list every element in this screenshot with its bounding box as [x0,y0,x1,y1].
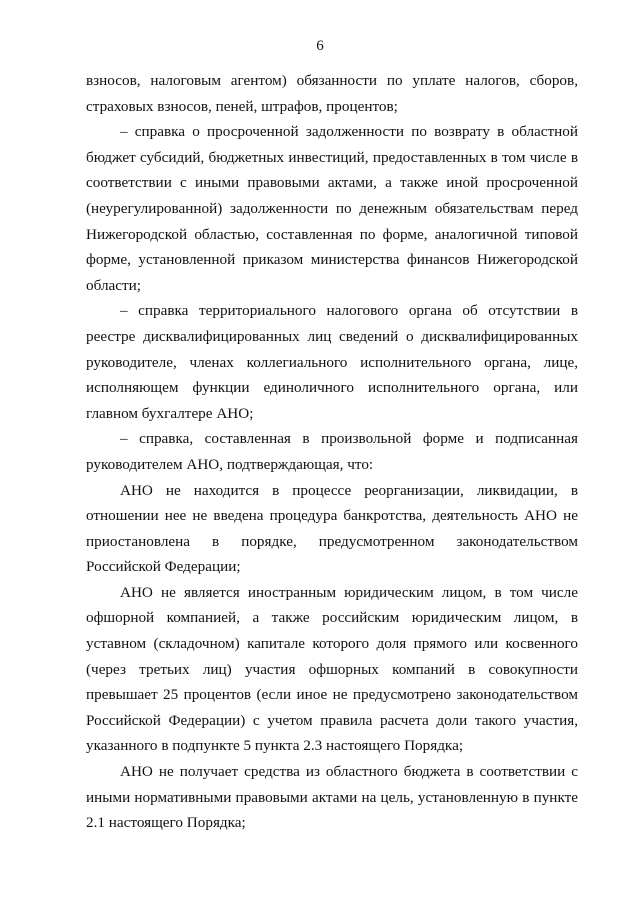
paragraph-continuation: взносов, налоговым агентом) обязанности по уплате налогов, сборов, страховых взносов, пеней, штрафов, процентов; [86,72,578,115]
page-number: 6 [316,38,324,54]
document-body [86,68,578,836]
paragraph-no-reorganization: АНО не находится в процессе реорганизации, ликвидации, в отношении нее не введена процедура банкротства, деятельность АНО не приостановлена в порядке, предусмотренном законодательством Российской Федерации; [86,481,578,576]
paragraph-not-foreign-entity: АНО не является иностранным юридическим лицом, в том числе офшорной компанией, а также российским юридическим лицом, в уставном (складочном) капитале которого доля прямого или косвенного (через третьих лиц) участия офшорных компаний в совокупности превышает 25 процентов (если иное не предусмотрено законодательством Российской Федерации) с учетом правила расчета доли такого участия, указанного в подпункте 5 пункта 2.3 настоящего Порядка; [86,583,578,755]
paragraph-no-other-budget-funds: АНО не получает средства из областного бюджета в соответствии с иными нормативными правовыми актами на цель, установленную в пункте 2.1 настоящего Порядка; [86,763,578,832]
paragraph-overdue-debt-certificate: – справка о просроченной задолженности по возврату в областной бюджет субсидий, бюджетных инвестиций, предоставленных в том числе в соответствии с иными правовыми актами, а также иной просроченной (неурегулированной) задолженности по денежным обязательствам перед Нижегородской областью, составленная по форме, аналогичной типовой форме, установленной приказом министерства финансов Нижегородской области; [86,123,578,294]
paragraph-tax-authority-certificate: – справка территориального налогового органа об отсутствии в реестре дисквалифицированных лиц сведений о дисквалифицированных руководителе, членах коллегиального исполнительного органа, лице, исполняющем функции единоличного исполнительного органа, или главном бухгалтере АНО; [86,302,578,422]
paragraph-free-form-certificate: – справка, составленная в произвольной форме и подписанная руководителем АНО, подтверждающая, что: [86,430,578,473]
